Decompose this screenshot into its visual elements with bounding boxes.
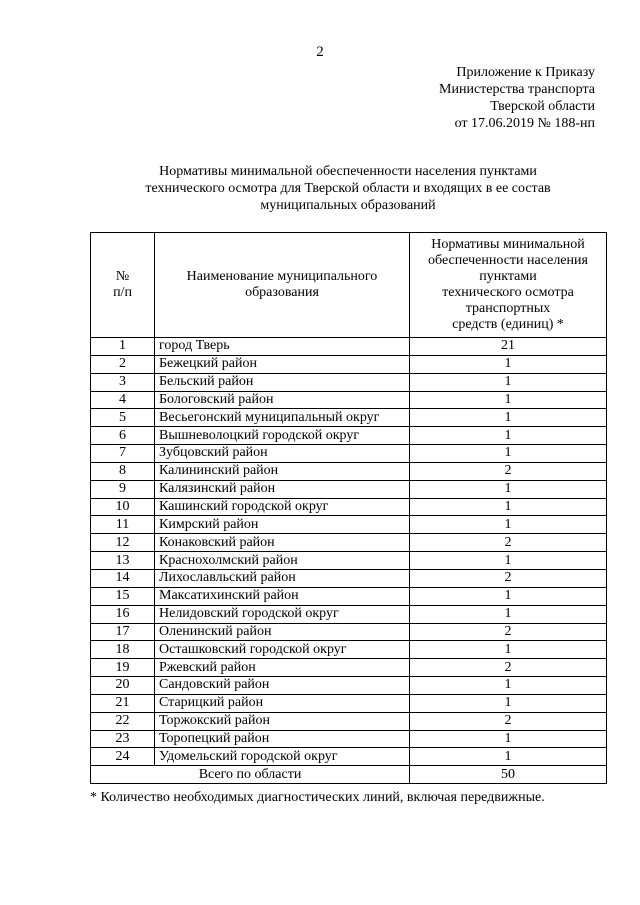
- row-number: 20: [91, 677, 155, 695]
- row-value: 2: [410, 534, 607, 552]
- row-value: 2: [410, 569, 607, 587]
- row-value: 1: [410, 516, 607, 534]
- row-number: 4: [91, 391, 155, 409]
- row-value: 1: [410, 373, 607, 391]
- row-name: Краснохолмский район: [155, 552, 410, 570]
- appendix-date-line: от 17.06.2019 № 188-нп: [454, 116, 595, 131]
- row-number: 22: [91, 712, 155, 730]
- header-norm-line: транспортных: [465, 301, 551, 316]
- row-name: Весьегонский муниципальный округ: [155, 409, 410, 427]
- table-row: [91, 605, 607, 623]
- row-name: Конаковский район: [155, 534, 410, 552]
- row-name: Максатихинский район: [155, 587, 410, 605]
- row-value: 2: [410, 659, 607, 677]
- table-row: [91, 462, 607, 480]
- total-label: Всего по области: [91, 766, 410, 784]
- table-row: [91, 694, 607, 712]
- table-row: [91, 569, 607, 587]
- row-name: Вышневолоцкий городской округ: [155, 427, 410, 445]
- norms-table: [90, 232, 607, 784]
- header-number-line: №: [115, 269, 130, 284]
- appendix-line: Приложение к Приказу: [456, 65, 595, 80]
- table-body: [91, 338, 607, 766]
- table-header-row: [91, 233, 607, 338]
- row-value: 1: [410, 552, 607, 570]
- row-value: 1: [410, 730, 607, 748]
- row-name: Нелидовский городской округ: [155, 605, 410, 623]
- row-number: 11: [91, 516, 155, 534]
- row-name: Калининский район: [155, 462, 410, 480]
- table-row: [91, 712, 607, 730]
- appendix-line: Министерства транспорта: [439, 82, 595, 97]
- row-value: 1: [410, 605, 607, 623]
- total-value: 50: [410, 766, 607, 784]
- header-norm-line: пунктами: [479, 269, 537, 284]
- table-row: [91, 409, 607, 427]
- row-number: 7: [91, 445, 155, 463]
- header-number: [91, 233, 155, 338]
- row-name: Торопецкий район: [155, 730, 410, 748]
- row-value: 1: [410, 587, 607, 605]
- row-value: 1: [410, 427, 607, 445]
- row-number: 24: [91, 748, 155, 766]
- table-row: [91, 355, 607, 373]
- row-value: 2: [410, 623, 607, 641]
- table-row: [91, 641, 607, 659]
- row-value: 2: [410, 462, 607, 480]
- row-name: Бежецкий район: [155, 355, 410, 373]
- row-number: 16: [91, 605, 155, 623]
- table-row: [91, 534, 607, 552]
- row-number: 18: [91, 641, 155, 659]
- appendix-line: Тверской области: [490, 99, 595, 114]
- row-value: 1: [410, 409, 607, 427]
- table-total-row: [91, 766, 607, 784]
- row-value: 1: [410, 677, 607, 695]
- row-name: Калязинский район: [155, 480, 410, 498]
- row-number: 19: [91, 659, 155, 677]
- appendix-block: [439, 64, 595, 132]
- row-value: 1: [410, 641, 607, 659]
- row-number: 2: [91, 355, 155, 373]
- row-number: 10: [91, 498, 155, 516]
- row-number: 12: [91, 534, 155, 552]
- row-number: 5: [91, 409, 155, 427]
- row-value: 1: [410, 748, 607, 766]
- table-row: [91, 730, 607, 748]
- page-number: 2: [316, 44, 324, 60]
- header-norm-line: Нормативы минимальной: [431, 237, 585, 252]
- table-row: [91, 498, 607, 516]
- row-name: Кимрский район: [155, 516, 410, 534]
- row-name: город Тверь: [155, 338, 410, 356]
- row-number: 1: [91, 338, 155, 356]
- row-value: 2: [410, 712, 607, 730]
- row-value: 1: [410, 445, 607, 463]
- header-number-line: п/п: [113, 285, 132, 300]
- row-number: 23: [91, 730, 155, 748]
- row-name: Ржевский район: [155, 659, 410, 677]
- header-name-line: образования: [245, 285, 319, 300]
- table-row: [91, 552, 607, 570]
- row-name: Торжокский район: [155, 712, 410, 730]
- table-row: [91, 480, 607, 498]
- title-line: Нормативы минимальной обеспеченности населения пунктами: [159, 164, 537, 179]
- row-name: Лихославльский район: [155, 569, 410, 587]
- table-row: [91, 748, 607, 766]
- row-number: 14: [91, 569, 155, 587]
- header-norm: [410, 233, 607, 338]
- title-line: муниципальных образований: [260, 198, 436, 213]
- row-name: Осташковский городской округ: [155, 641, 410, 659]
- row-name: Бельский район: [155, 373, 410, 391]
- row-value: 21: [410, 338, 607, 356]
- header-norm-line: средств (единиц) *: [452, 317, 564, 332]
- row-value: 1: [410, 355, 607, 373]
- row-number: 3: [91, 373, 155, 391]
- table-row: [91, 516, 607, 534]
- row-name: Удомельский городской округ: [155, 748, 410, 766]
- row-number: 21: [91, 694, 155, 712]
- title-line: технического осмотра для Тверской области и входящих в ее состав: [145, 181, 551, 196]
- table-row: [91, 677, 607, 695]
- header-name: [155, 233, 410, 338]
- row-number: 9: [91, 480, 155, 498]
- row-value: 1: [410, 391, 607, 409]
- document-title: [90, 163, 606, 214]
- table-row: [91, 445, 607, 463]
- table-row: [91, 659, 607, 677]
- row-name: Старицкий район: [155, 694, 410, 712]
- header-name-line: Наименование муниципального: [186, 269, 378, 284]
- row-name: Кашинский городской округ: [155, 498, 410, 516]
- header-norm-line: технического осмотра: [442, 285, 574, 300]
- row-number: 13: [91, 552, 155, 570]
- row-value: 1: [410, 694, 607, 712]
- row-name: Бологовский район: [155, 391, 410, 409]
- row-name: Сандовский район: [155, 677, 410, 695]
- footnote: * Количество необходимых диагностических линий, включая передвижные.: [90, 790, 545, 805]
- row-number: 6: [91, 427, 155, 445]
- table-row: [91, 427, 607, 445]
- row-value: 1: [410, 480, 607, 498]
- row-name: Зубцовский район: [155, 445, 410, 463]
- header-norm-line: обеспеченности населения: [428, 253, 588, 268]
- row-value: 1: [410, 498, 607, 516]
- row-number: 8: [91, 462, 155, 480]
- table-row: [91, 623, 607, 641]
- table-row: [91, 373, 607, 391]
- table-row: [91, 587, 607, 605]
- row-number: 15: [91, 587, 155, 605]
- table-row: [91, 391, 607, 409]
- table-row: [91, 338, 607, 356]
- row-number: 17: [91, 623, 155, 641]
- row-name: Оленинский район: [155, 623, 410, 641]
